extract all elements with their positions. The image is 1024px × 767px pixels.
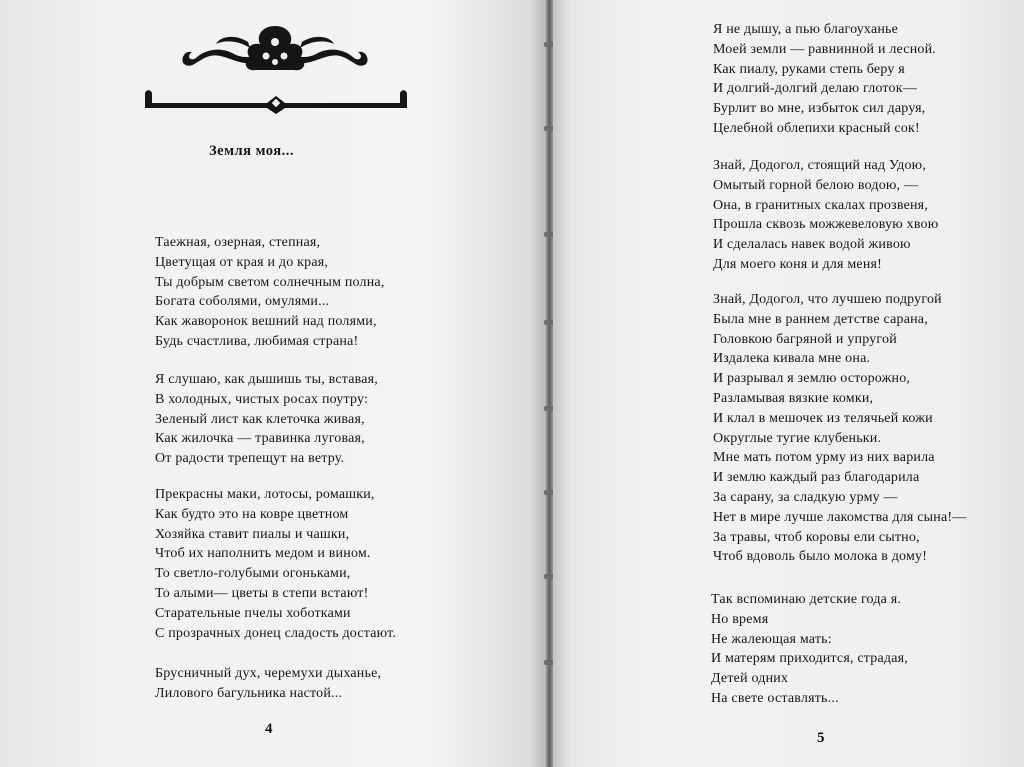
poem-line: Брусничный дух, черемухи дыханье, <box>155 666 382 681</box>
poem-line: И клал в мешочек из телячьей кожи <box>713 410 933 426</box>
poem-line: И долгий-долгий делаю глоток— <box>713 81 917 97</box>
poem-line: Таежная, озерная, степная, <box>155 235 321 250</box>
poem-line: И матерям приходится, страдая, <box>711 651 908 667</box>
poem-line: То светло-голубыми огоньками, <box>155 566 351 582</box>
poem-line: Чтоб вдоволь было молока в дому! <box>713 549 928 565</box>
poem-line: Как жилочка — травинка луговая, <box>155 431 365 447</box>
right-page <box>553 0 1024 767</box>
poem-line: Прекрасны маки, лотосы, ромашки, <box>155 487 375 502</box>
poem-line: И сделалась навек водой живою <box>713 237 911 253</box>
poem-line: Разламывая вязкие комки, <box>713 390 874 406</box>
poem-line: Так вспоминаю детские года я. <box>711 592 902 607</box>
poem-line: Ты добрым светом солнечным полна, <box>155 274 385 290</box>
ornamental-rule-icon <box>143 88 409 114</box>
poem-line: Я слушаю, как дышишь ты, вставая, <box>155 372 379 387</box>
poem-line: Была мне в раннем детстве сарана, <box>713 311 928 327</box>
left-stanza-3 <box>155 485 396 643</box>
poem-line: Будь счастлива, любимая страна! <box>155 333 359 349</box>
poem-line: И землю каждый раз благодарила <box>713 470 920 486</box>
poem-line: В холодных, чистых росах поутру: <box>155 391 369 407</box>
poem-line: Целебной облепихи красный сок! <box>713 120 920 136</box>
poem-line: Не жалеющая мать: <box>711 631 832 647</box>
poem-line: Чтоб их наполнить медом и вином. <box>155 546 371 562</box>
right-stanza-2 <box>713 156 938 275</box>
poem-line: Головкою багряной и упругой <box>713 331 897 347</box>
poem-line: Округлые тугие клубеньки. <box>713 430 882 446</box>
poem-line: Старательные пчелы хоботками <box>155 605 351 621</box>
poem-line: Лилового багульника настой... <box>155 685 343 701</box>
poem-line: Как пиалу, руками степь беру я <box>713 61 905 77</box>
poem-line: Как будто это на ковре цветном <box>155 506 349 522</box>
left-stanza-1 <box>155 233 385 352</box>
poem-line: Как жаворонок вешний над полями, <box>155 314 377 330</box>
poem-line: Прошла сквозь можжевеловую хвою <box>713 217 939 233</box>
page-number-left: 4 <box>265 721 273 737</box>
poem-line: Цветущая от края и до края, <box>155 254 329 270</box>
poem-line: От радости трепещут на ветру. <box>155 451 345 467</box>
poem-line: Издалека кивала мне она. <box>713 351 871 367</box>
poem-line: Но время <box>711 611 769 627</box>
poem-line: Моей земли — равнинной и лесной. <box>713 41 936 57</box>
right-stanza-3 <box>713 290 966 567</box>
poem-line: Она, в гранитных скалах прозвеня, <box>713 197 929 213</box>
poem-line: Богата соболями, омулями... <box>155 294 330 310</box>
decorative-ornament-icon <box>180 22 370 76</box>
poem-line: Зеленый лист как клеточка живая, <box>155 411 365 427</box>
poem-line: Нет в мире лучше лакомства для сына!— <box>713 509 967 525</box>
poem-line: То алыми— цветы в степи встают! <box>155 585 369 601</box>
poem-line: Для моего коня и для меня! <box>713 256 883 272</box>
poem-line: Мне мать потом урму из них варила <box>713 450 935 466</box>
poem-line: Знай, Додогол, стоящий над Удою, <box>713 158 927 173</box>
poem-line: И разрывал я землю осторожно, <box>713 371 911 387</box>
poem-line: За сарану, за сладкую урму — <box>713 489 898 505</box>
poem-line: С прозрачных донец сладость достают. <box>155 625 397 641</box>
left-stanza-4 <box>155 664 381 704</box>
page-number-right: 5 <box>817 730 825 746</box>
poem-line: Я не дышу, а пью благоуханье <box>713 22 899 37</box>
left-stanza-2 <box>155 370 378 469</box>
poem-line: За травы, чтоб коровы ели сытно, <box>713 529 920 545</box>
right-stanza-1 <box>713 20 936 139</box>
book-gutter <box>546 0 553 767</box>
poem-line: На свете оставлять... <box>711 690 839 706</box>
poem-line: Омытый горной белою водою, — <box>713 177 919 193</box>
right-stanza-4 <box>711 590 908 709</box>
poem-line: Детей одних <box>711 671 789 687</box>
poem-line: Бурлит во мне, избыток сил даруя, <box>713 101 926 117</box>
poem-title: Земля моя... <box>209 143 294 159</box>
poem-line: Хозяйка ставит пиалы и чашки, <box>155 526 350 542</box>
poem-line: Знай, Додогол, что лучшею подругой <box>713 292 942 307</box>
